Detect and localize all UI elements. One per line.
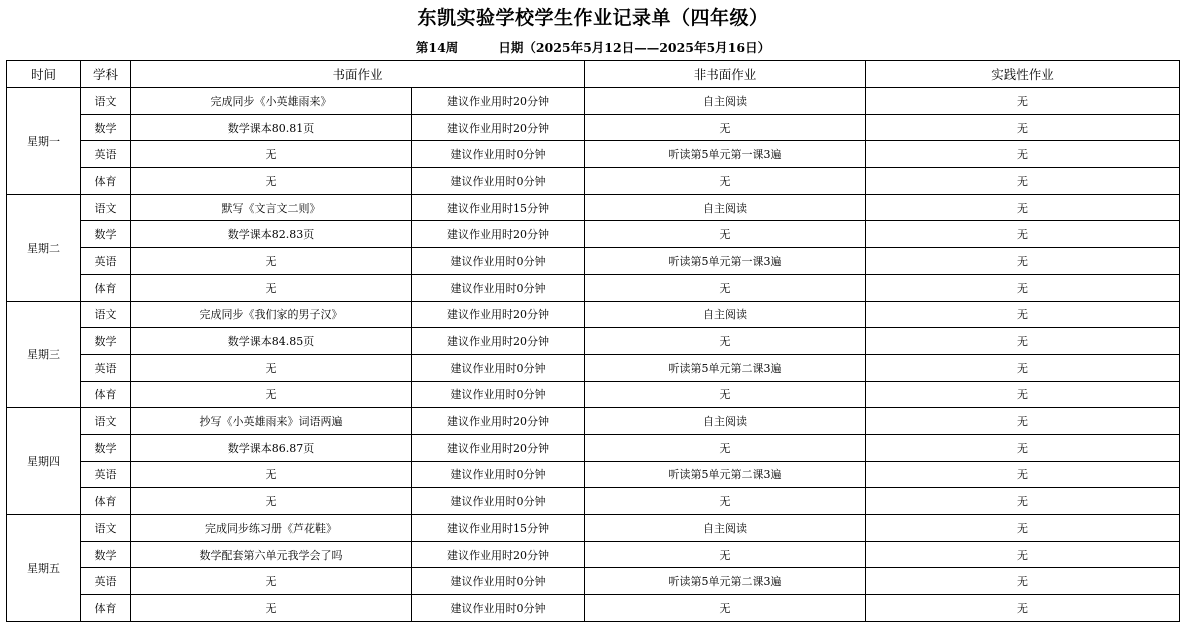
suggested-time-cell: 建议作业用时20分钟	[412, 88, 585, 115]
suggested-time-cell: 建议作业用时20分钟	[412, 301, 585, 328]
week-label: 第14周	[415, 40, 459, 55]
suggested-time-cell: 建议作业用时20分钟	[412, 328, 585, 355]
table-row	[7, 488, 1180, 515]
written-homework-cell: 无	[131, 141, 412, 168]
subject-cell: 英语	[81, 461, 131, 488]
suggested-time-cell: 建议作业用时15分钟	[412, 194, 585, 221]
table-row	[7, 301, 1180, 328]
practical-homework-cell: 无	[866, 354, 1180, 381]
written-homework-cell: 数学课本82.83页	[131, 221, 412, 248]
practical-homework-cell: 无	[866, 248, 1180, 275]
written-homework-cell: 无	[131, 248, 412, 275]
written-homework-cell: 无	[131, 381, 412, 408]
suggested-time-cell: 建议作业用时20分钟	[412, 541, 585, 568]
subject-cell: 体育	[81, 274, 131, 301]
day-cell: 星期五	[7, 515, 81, 622]
subject-cell: 语文	[81, 194, 131, 221]
written-homework-cell: 数学课本84.85页	[131, 328, 412, 355]
subject-cell: 体育	[81, 595, 131, 622]
written-homework-cell: 无	[131, 354, 412, 381]
non-written-homework-cell: 听读第5单元第二课3遍	[585, 568, 866, 595]
non-written-homework-cell: 自主阅读	[585, 88, 866, 115]
written-homework-cell: 完成同步《小英雄雨来》	[131, 88, 412, 115]
table-body	[7, 88, 1180, 622]
practical-homework-cell: 无	[866, 488, 1180, 515]
written-homework-cell: 数学课本80.81页	[131, 114, 412, 141]
table-row	[7, 541, 1180, 568]
suggested-time-cell: 建议作业用时0分钟	[412, 168, 585, 195]
written-homework-cell: 无	[131, 168, 412, 195]
subject-cell: 语文	[81, 408, 131, 435]
subject-cell: 英语	[81, 248, 131, 275]
written-homework-cell: 完成同步《我们家的男子汉》	[131, 301, 412, 328]
practical-homework-cell: 无	[866, 141, 1180, 168]
header-non-written: 非书面作业	[585, 61, 866, 88]
table-row	[7, 595, 1180, 622]
suggested-time-cell: 建议作业用时0分钟	[412, 595, 585, 622]
header-written: 书面作业	[131, 61, 585, 88]
non-written-homework-cell: 自主阅读	[585, 408, 866, 435]
homework-table	[6, 60, 1180, 622]
subject-cell: 英语	[81, 141, 131, 168]
subject-cell: 语文	[81, 301, 131, 328]
non-written-homework-cell: 听读第5单元第二课3遍	[585, 354, 866, 381]
practical-homework-cell: 无	[866, 381, 1180, 408]
table-row	[7, 568, 1180, 595]
written-homework-cell: 无	[131, 274, 412, 301]
day-cell: 星期三	[7, 301, 81, 408]
day-cell: 星期四	[7, 408, 81, 515]
non-written-homework-cell: 无	[585, 274, 866, 301]
written-homework-cell: 抄写《小英雄雨来》词语两遍	[131, 408, 412, 435]
written-homework-cell: 无	[131, 568, 412, 595]
header-subject: 学科	[81, 61, 131, 88]
table-row	[7, 248, 1180, 275]
subject-cell: 体育	[81, 488, 131, 515]
practical-homework-cell: 无	[866, 114, 1180, 141]
header-practical: 实践性作业	[866, 61, 1180, 88]
day-cell: 星期一	[7, 88, 81, 195]
written-homework-cell: 数学配套第六单元我学会了吗	[131, 541, 412, 568]
subject-cell: 数学	[81, 114, 131, 141]
suggested-time-cell: 建议作业用时20分钟	[412, 221, 585, 248]
table-row	[7, 328, 1180, 355]
practical-homework-cell: 无	[866, 461, 1180, 488]
subject-cell: 语文	[81, 515, 131, 542]
practical-homework-cell: 无	[866, 568, 1180, 595]
table-row	[7, 515, 1180, 542]
practical-homework-cell: 无	[866, 274, 1180, 301]
table-row	[7, 168, 1180, 195]
header-time: 时间	[7, 61, 81, 88]
practical-homework-cell: 无	[866, 221, 1180, 248]
subject-cell: 数学	[81, 328, 131, 355]
subject-cell: 语文	[81, 88, 131, 115]
subject-cell: 英语	[81, 354, 131, 381]
suggested-time-cell: 建议作业用时0分钟	[412, 381, 585, 408]
suggested-time-cell: 建议作业用时0分钟	[412, 568, 585, 595]
practical-homework-cell: 无	[866, 194, 1180, 221]
written-homework-cell: 数学课本86.87页	[131, 434, 412, 461]
table-row	[7, 461, 1180, 488]
practical-homework-cell: 无	[866, 541, 1180, 568]
practical-homework-cell: 无	[866, 515, 1180, 542]
suggested-time-cell: 建议作业用时20分钟	[412, 408, 585, 435]
non-written-homework-cell: 无	[585, 595, 866, 622]
suggested-time-cell: 建议作业用时0分钟	[412, 274, 585, 301]
practical-homework-cell: 无	[866, 408, 1180, 435]
subject-cell: 英语	[81, 568, 131, 595]
table-row	[7, 114, 1180, 141]
date-range: 日期（2025年5月12日——2025年5月16日）	[498, 40, 771, 55]
non-written-homework-cell: 无	[585, 114, 866, 141]
day-cell: 星期二	[7, 194, 81, 301]
non-written-homework-cell: 无	[585, 434, 866, 461]
suggested-time-cell: 建议作业用时0分钟	[412, 248, 585, 275]
non-written-homework-cell: 无	[585, 221, 866, 248]
practical-homework-cell: 无	[866, 328, 1180, 355]
non-written-homework-cell: 无	[585, 328, 866, 355]
table-row	[7, 381, 1180, 408]
practical-homework-cell: 无	[866, 301, 1180, 328]
written-homework-cell: 无	[131, 488, 412, 515]
table-row	[7, 221, 1180, 248]
non-written-homework-cell: 无	[585, 541, 866, 568]
written-homework-cell: 默写《文言文二则》	[131, 194, 412, 221]
suggested-time-cell: 建议作业用时20分钟	[412, 434, 585, 461]
page-title: 东凯实验学校学生作业记录单（四年级）	[417, 7, 769, 29]
non-written-homework-cell: 自主阅读	[585, 194, 866, 221]
written-homework-cell: 无	[131, 461, 412, 488]
non-written-homework-cell: 听读第5单元第二课3遍	[585, 461, 866, 488]
non-written-homework-cell: 无	[585, 488, 866, 515]
written-homework-cell: 无	[131, 595, 412, 622]
practical-homework-cell: 无	[866, 595, 1180, 622]
suggested-time-cell: 建议作业用时0分钟	[412, 488, 585, 515]
table-row	[7, 354, 1180, 381]
table-row	[7, 434, 1180, 461]
table-header-row	[7, 61, 1180, 88]
suggested-time-cell: 建议作业用时0分钟	[412, 354, 585, 381]
practical-homework-cell: 无	[866, 434, 1180, 461]
subject-cell: 数学	[81, 541, 131, 568]
subject-cell: 数学	[81, 221, 131, 248]
table-row	[7, 274, 1180, 301]
suggested-time-cell: 建议作业用时0分钟	[412, 141, 585, 168]
subject-cell: 体育	[81, 381, 131, 408]
non-written-homework-cell: 听读第5单元第一课3遍	[585, 248, 866, 275]
suggested-time-cell: 建议作业用时0分钟	[412, 461, 585, 488]
week-date-line	[0, 38, 1186, 56]
non-written-homework-cell: 自主阅读	[585, 301, 866, 328]
subject-cell: 体育	[81, 168, 131, 195]
table-row	[7, 141, 1180, 168]
written-homework-cell: 完成同步练习册《芦花鞋》	[131, 515, 412, 542]
table-row	[7, 194, 1180, 221]
table-row	[7, 88, 1180, 115]
practical-homework-cell: 无	[866, 88, 1180, 115]
table-row	[7, 408, 1180, 435]
non-written-homework-cell: 无	[585, 381, 866, 408]
suggested-time-cell: 建议作业用时15分钟	[412, 515, 585, 542]
non-written-homework-cell: 听读第5单元第一课3遍	[585, 141, 866, 168]
subject-cell: 数学	[81, 434, 131, 461]
practical-homework-cell: 无	[866, 168, 1180, 195]
suggested-time-cell: 建议作业用时20分钟	[412, 114, 585, 141]
non-written-homework-cell: 自主阅读	[585, 515, 866, 542]
non-written-homework-cell: 无	[585, 168, 866, 195]
